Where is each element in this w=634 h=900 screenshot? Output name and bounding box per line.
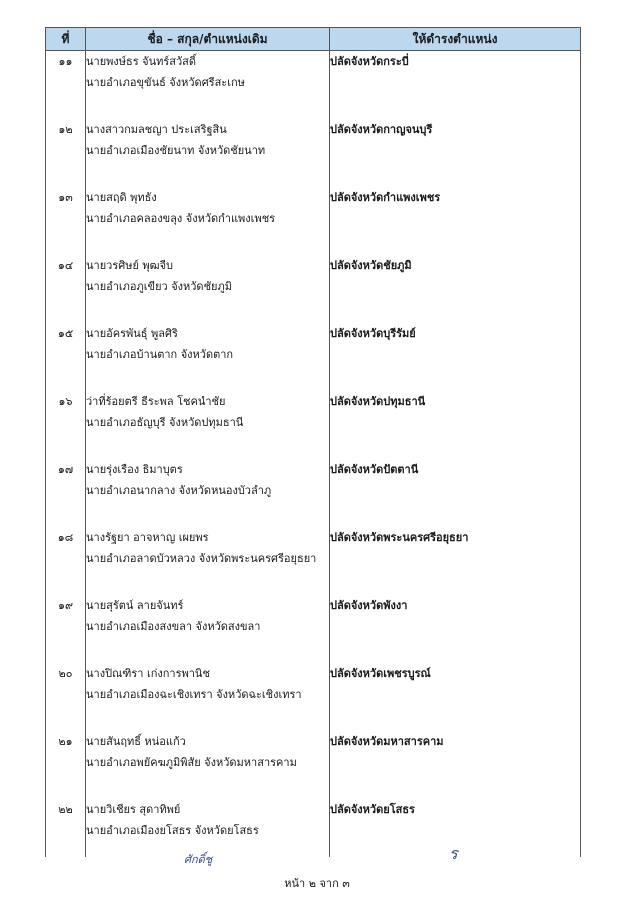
header-new-position: ให้ดำรงตำแหน่ง xyxy=(330,28,581,51)
table-row xyxy=(46,51,581,120)
person-name: นายพงษ์ธร จันทร์สวัสดิ์ xyxy=(86,55,197,68)
new-position: ปลัดจังหวัดพังงา xyxy=(330,595,581,663)
person-name: นางสาวกมลชญา ประเสริฐสิน xyxy=(86,123,227,136)
new-position: ปลัดจังหวัดชัยภูมิ xyxy=(330,255,581,323)
table-header-row xyxy=(46,28,581,51)
row-number: ๒๑ xyxy=(46,731,86,799)
old-position: นายอำเภอคลองขลุง จังหวัดกำแพงเพชร xyxy=(86,212,276,225)
header-name-old-position: ชื่อ – สกุล/ตำแหน่งเดิม xyxy=(86,28,330,51)
row-number: ๒๐ xyxy=(46,663,86,731)
new-position: ปลัดจังหวัดเพชรบูรณ์ xyxy=(330,663,581,731)
person-cell xyxy=(86,731,330,799)
person-name: นายวรศิษย์ พุฒจีบ xyxy=(86,259,174,272)
person-cell xyxy=(86,595,330,663)
table-row xyxy=(46,391,581,459)
old-position: นายอำเภอนากลาง จังหวัดหนองบัวลำภู xyxy=(86,484,272,497)
row-number: ๑๒ xyxy=(46,119,86,187)
table-row xyxy=(46,595,581,663)
old-position: นายอำเภอเมืองสงขลา จังหวัดสงขลา xyxy=(86,620,261,633)
person-cell xyxy=(86,799,330,857)
old-position: นายอำเภอธัญบุรี จังหวัดปทุมธานี xyxy=(86,416,244,429)
old-position: นายอำเภอเมืองยโสธร จังหวัดยโสธร xyxy=(86,824,259,837)
table-row xyxy=(46,663,581,731)
person-cell xyxy=(86,119,330,187)
table-row xyxy=(46,119,581,187)
table-row xyxy=(46,323,581,391)
person-cell xyxy=(86,391,330,459)
person-cell xyxy=(86,459,330,527)
table-row xyxy=(46,799,581,857)
signature-initials-right: ร xyxy=(449,844,458,863)
person-name: นางปิณฑิรา เก่งการพานิช xyxy=(86,667,210,680)
new-position: ปลัดจังหวัดมหาสารคาม xyxy=(330,731,581,799)
header-number: ที่ xyxy=(46,28,86,51)
row-number: ๑๕ xyxy=(46,323,86,391)
appointment-table xyxy=(45,27,581,857)
old-position: นายอำเภอภูเขียว จังหวัดชัยภูมิ xyxy=(86,280,232,293)
person-name: นายสฤดิ พุทธัง xyxy=(86,191,157,204)
person-name: นายรุ่งเรือง ธิมาบุตร xyxy=(86,463,183,476)
person-name: ว่าที่ร้อยตรี ธีระพล โชคนำชัย xyxy=(86,395,226,408)
new-position: ปลัดจังหวัดกาญจนบุรี xyxy=(330,119,581,187)
new-position: ปลัดจังหวัดกระบี่ xyxy=(330,51,581,120)
old-position: นายอำเภอบ้านตาก จังหวัดตาก xyxy=(86,348,234,361)
row-number: ๑๘ xyxy=(46,527,86,595)
row-number: ๑๑ xyxy=(46,51,86,120)
table-row xyxy=(46,731,581,799)
table-row xyxy=(46,459,581,527)
old-position: นายอำเภอขุขันธ์ จังหวัดศรีสะเกษ xyxy=(86,76,245,89)
table-row xyxy=(46,187,581,255)
old-position: นายอำเภอพยัคฆภูมิพิสัย จังหวัดมหาสารคาม xyxy=(86,756,297,769)
person-cell xyxy=(86,663,330,731)
old-position: นายอำเภอลาดบัวหลวง จังหวัดพระนครศรีอยุธยา xyxy=(86,552,317,565)
person-cell xyxy=(86,323,330,391)
row-number: ๑๖ xyxy=(46,391,86,459)
person-cell xyxy=(86,51,330,120)
person-cell xyxy=(86,527,330,595)
person-name: นายวิเชียร สุดาทิพย์ xyxy=(86,803,181,816)
row-number: ๑๓ xyxy=(46,187,86,255)
signature-initials-left: ศักดิ์ชู xyxy=(184,853,213,866)
new-position: ปลัดจังหวัดปทุมธานี xyxy=(330,391,581,459)
table-row xyxy=(46,527,581,595)
old-position: นายอำเภอเมืองฉะเชิงเทรา จังหวัดฉะเชิงเทรา xyxy=(86,688,302,701)
person-name: นายอัครพันธุ์ พูลศิริ xyxy=(86,327,178,340)
person-cell xyxy=(86,187,330,255)
table-row xyxy=(46,255,581,323)
new-position: ปลัดจังหวัดพระนครศรีอยุธยา xyxy=(330,527,581,595)
new-position: ปลัดจังหวัดยโสธร xyxy=(330,799,581,857)
new-position: ปลัดจังหวัดกำแพงเพชร xyxy=(330,187,581,255)
new-position: ปลัดจังหวัดปัตตานี xyxy=(330,459,581,527)
person-name: นายสุรัตน์ ลายจันทร์ xyxy=(86,599,184,612)
person-name: นายสันฤทธิ์ หน่อแก้ว xyxy=(86,735,186,748)
page-footer: หน้า ๒ จาก ๓ xyxy=(284,877,350,890)
new-position: ปลัดจังหวัดบุรีรัมย์ xyxy=(330,323,581,391)
row-number: ๒๒ xyxy=(46,799,86,857)
person-name: นางรัฐยา อาจหาญ เผยพร xyxy=(86,531,209,544)
row-number: ๑๗ xyxy=(46,459,86,527)
row-number: ๑๙ xyxy=(46,595,86,663)
person-cell xyxy=(86,255,330,323)
old-position: นายอำเภอเมืองชัยนาท จังหวัดชัยนาท xyxy=(86,144,266,157)
row-number: ๑๔ xyxy=(46,255,86,323)
